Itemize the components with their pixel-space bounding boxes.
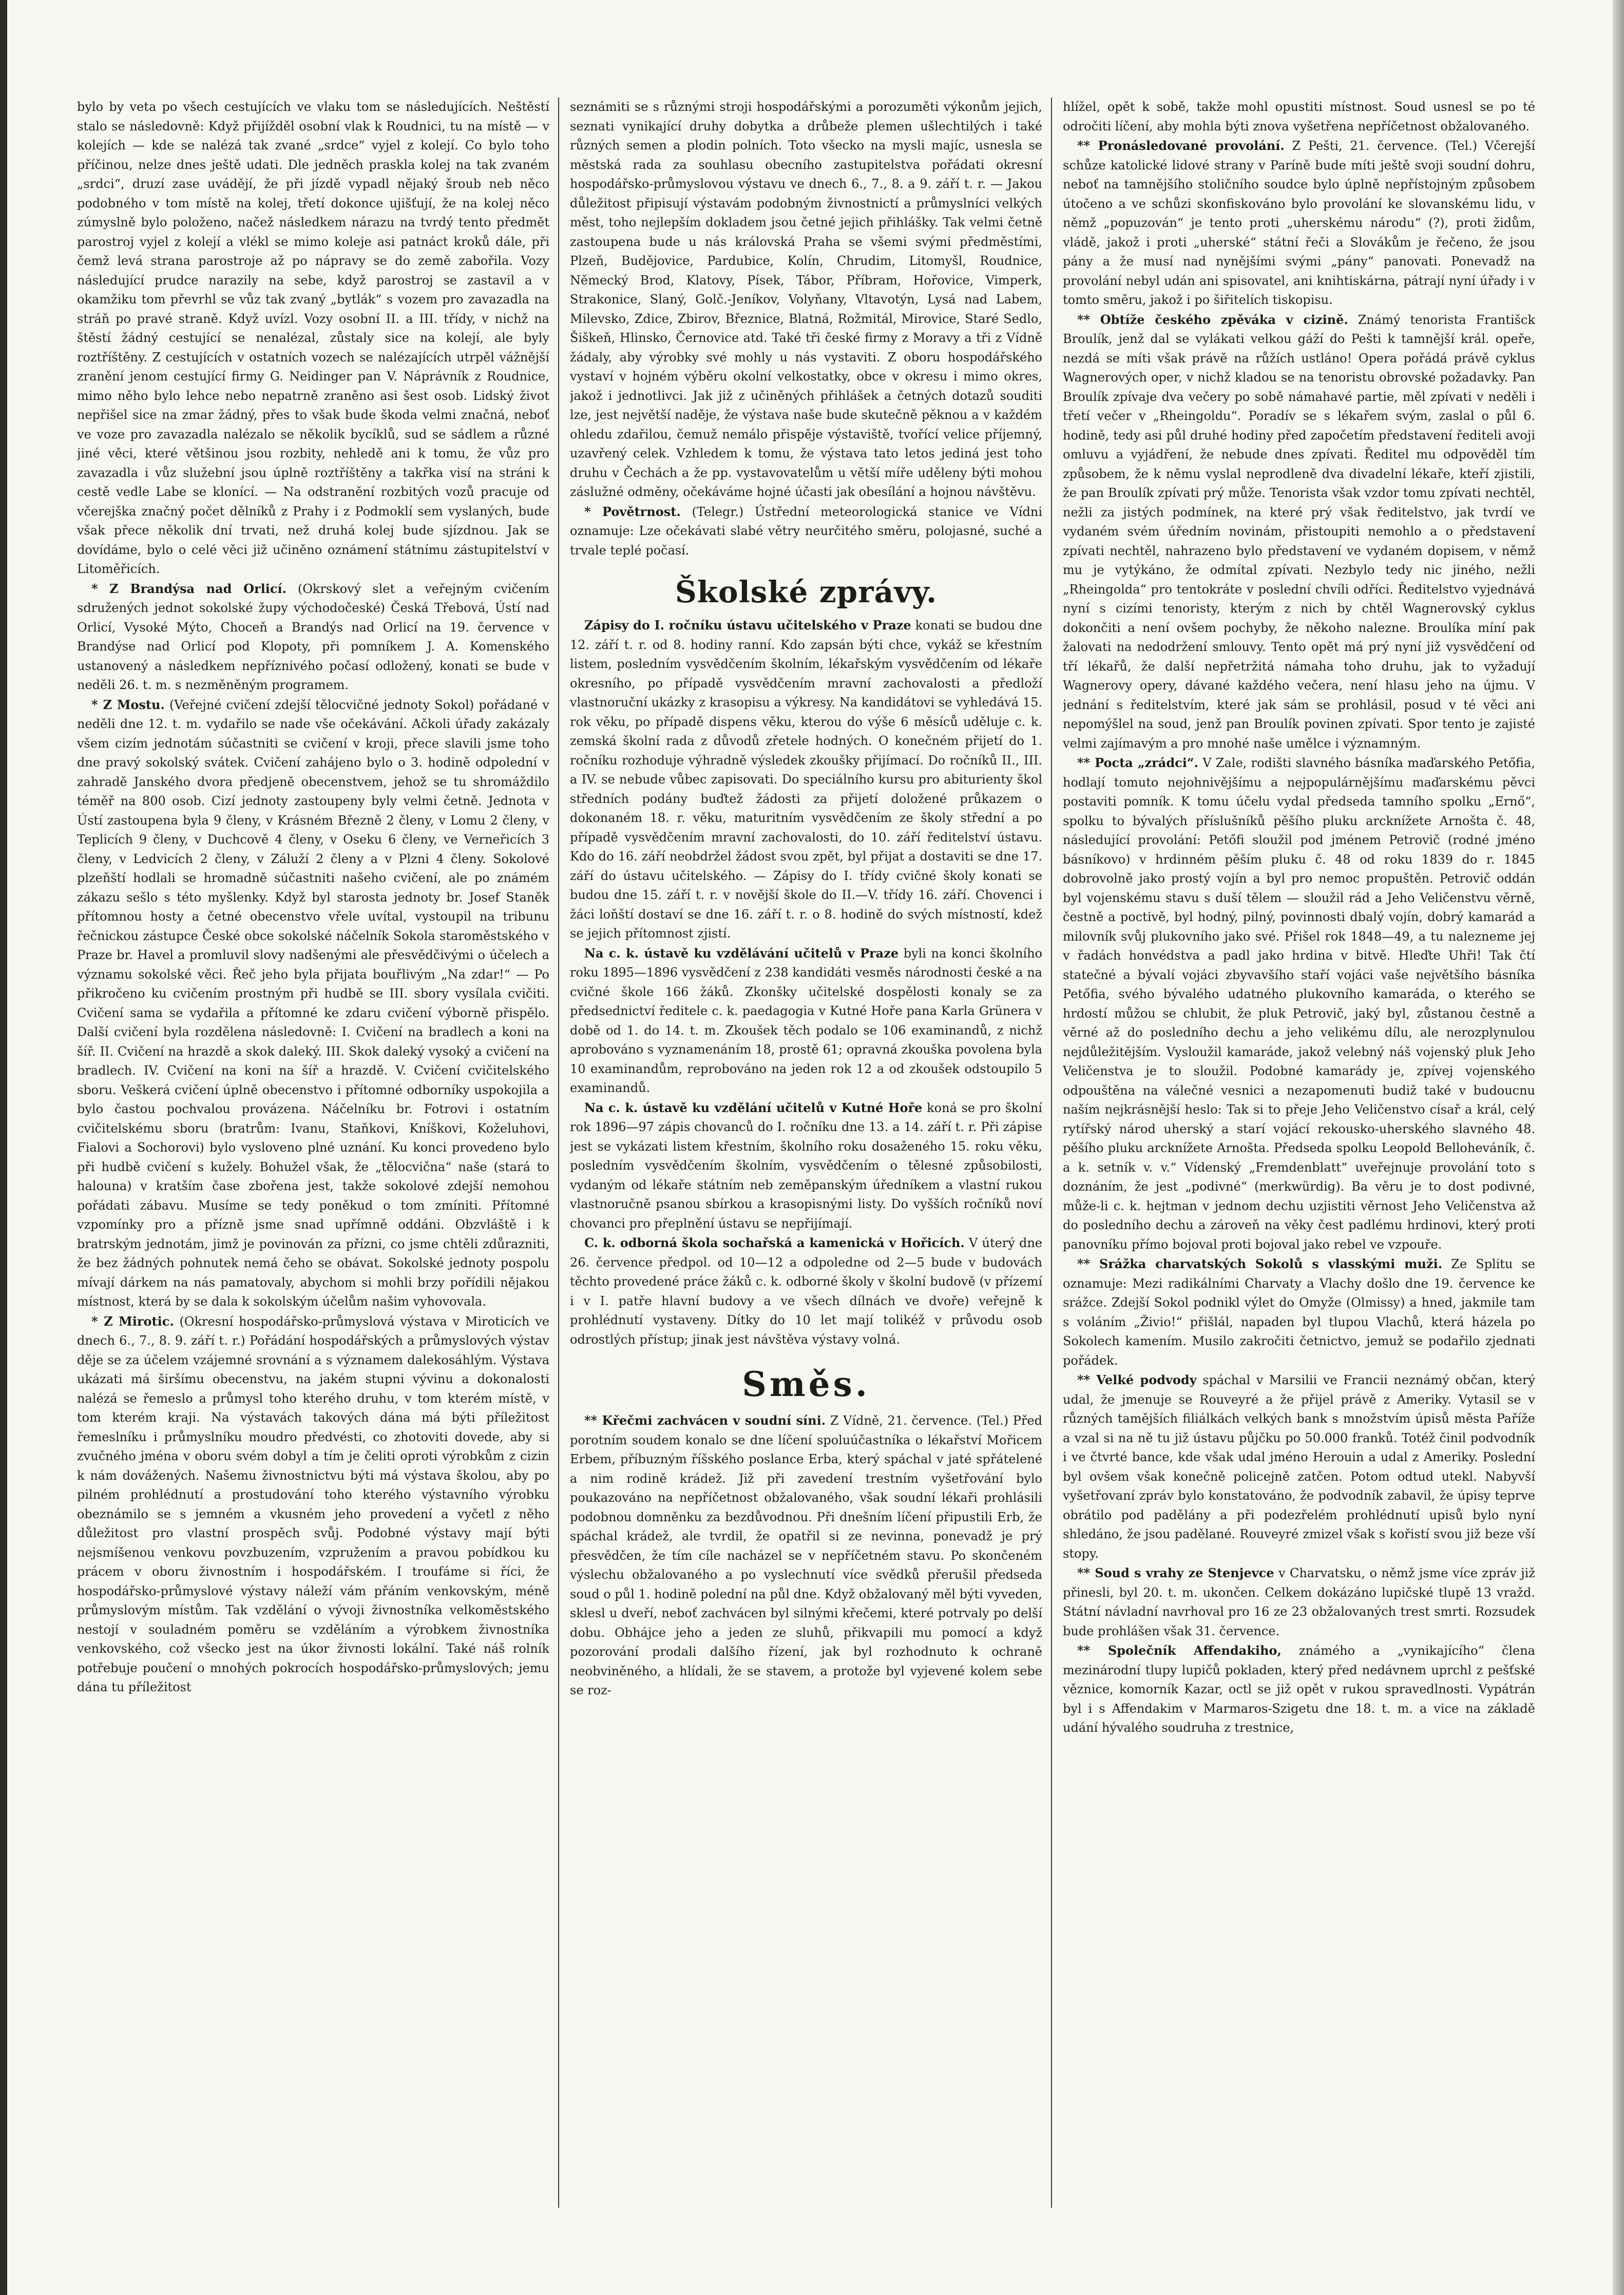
article-headline: ** Obtíže českého zpěváka v cizině. [1077,312,1348,327]
page-edge-left [0,0,7,2295]
article-headline: Na c. k. ústavě ku vzdělání učitelů v Kutné Hoře [584,1100,923,1115]
article-body: (Veřejné cvičení zdejší tělocvičné jednoty Sokol) pořádané v neděli dne 12. t. m. vydařilo se nade vše očekávání. Ačkoli úřady zakázaly všem cizím jednotám súčastniti se cvičení v kroji, přece slavili jsme toho dne pravý sokolský svátek. Cvičení zahájeno bylo o 3. hodině odpolední v zahradě Janského dvora předjeně obecenstvem, jehož se tu shromáždilo téměř na 800 osob. Cizí jednoty zastoupeny byly velmi četně. Jednota v Ústí zastoupena byla 9 členy, v Krásném Březně 2 členy, v Lomu 2 členy, v Teplicích 9 členy, v Duchcově 4 členy, v Oseku 6 členy, ve Verneřicích 3 členy, v Ledvicích 2 členy, v Záluží 2 členy a v Plzni 4 členy. Sokolové plzeňští hodlali se hromadně súčastniti našeho cvičení, ale po známém zákazu sešlo s této myšlenky. Když byl starosta jednoty br. Josef Staněk přítomnou hosty a četné obecenstvo vřele uvítal, vystoupil na tribunu řečnickou zástupce České obce sokolské náčelník Sokola staroměstského v Praze br. Havel a promluvil slovy nadšenými ale přesvědčivými o účelech a významu sokolské věci. Řeč jeho byla přijata bouřlivým „Na zdar!“ — Po přikročeno ku cvičením prostným při hudbě se III. sbory vysílala cvičiti. Cvičení sama se vydařila a přítomné ke zdaru cvičení výborně přispělo. Další cvičení byla rozdělena následovně: I. Cvičení na bradlech a koni na šíř. II. Cvičení na hrazdě a skok daleký. III. Skok daleký vysoký a cvičení na bradlech. IV. Cvičení na koni na šíř a hrazdě. V. Cvičení cvičitelského sboru. Veškerá cvičení úplně obecenstvo i přítomné odborníky uspokojila a bylo častou pochvalou provázena. Náčelníku br. Fotrovi i ostatním cvičitelskému sboru (bratrům: Ivanu, Staňkovi, Kníškovi, Koželuhovi, Fialovi a Sochorovi) bylo vysloveno plné uznání. Ku konci provedeno bylo při hudbě cvičení s kužely. Bohužel však, že „tělocvična“ naše (stará to halouna) v kratším čase zbořena jest, takže sokolové zdejší nemohou pořádati zábavu. Musíme se tedy poněkud o tom zmíniti. Přítomné vzpomínky pro a přízně jsme snad upřímně oddáni. Obzvláště i k bratrským jednotám, jimž je povinován za přízni, co jsme chtěli zdůrazniti, že bez žádných pohnutek nemá čeho se obávat. Sokolské jednoty pospolu mívají dárkem na nás pamatovaly, abychom si mohli brzy pořídili nějakou místnost, která by se dala k sokolským účelům našim vyhovovala. [77,697,549,1309]
article-headline: Na c. k. ústavě ku vzdělávání učitelů v Praze [584,945,899,961]
article-body: V úterý dne 26. července předpol. od 10—12 a odpoledne od 2—5 bude v budovách těchto provedené práce žáků c. k. odborné školy v školní budově (v přízemí i v I. patře hlavní budovy a ve všech dílnách ve dvoře) veřejně k prohlédnutí vystaveny. Dítky do 10 let mají tolikéž v průvodu osob odrostlých přístup; jinak jest návštěva výstavy volná. [570,1236,1042,1347]
section-heading-smes: Směs. [742,1364,870,1404]
article-paragraph [1063,98,1535,136]
article-body: konati se budou dne 12. září t. r. od 8. hodiny ranní. Kdo zapsán býti chce, vykáž se křestním listem, posledním vysvědčením školním, lékařským vysvědčením od lékaře okresního, po případě vysvědčením mravní zachovalosti a předloží vlastnoruční ukázky z krasopisu a výkresy. Na kandidátovi se vyhledává 15. rok věku, po případě dispens věku, kterou do výše 6 měsíců uděluje c. k. zemská školní rada z důvodů zřetele hodných. O konečném přijetí do 1. ročníku rozhoduje výhradně výsledek zkoušky přijímací. Do ročníků II., III. a IV. se nebude vůbec zapisovati. Do speciálního kursu pro abiturienty škol středních podány buďtež žádosti za přijetí doložené průkazem o dokonaném 18. r. věku, maturitním vysvědčením ze školy střední a po případě vysvědčením mravní zachovalosti, do 10. září ředitelství ústavu. Kdo do 16. září neobdržel žádost svou zpět, byl přijat a dostaviti se dne 17. září do ústavu učitelského. — Zápisy do I. třídy cvičné školy konati se budou dne 15. září t. r. v novější škole do II.—V. třídy 16. září. Chovenci i žáci loňští dostaví se dne 16. září t. r. o 8. hodině do svých místností, kdež se jejich přítomnost zjistí. [570,618,1042,941]
column-2 [570,98,1042,2208]
article-paragraph [570,944,1042,1098]
article-body: seznámiti se s různými stroji hospodářskými a porozuměti výkonům jejich, seznati vynikající druhy dobytka a drůbeže plemen ušlechtilých i také různých semen a plodin polních. Toto všecko na mysli majíc, usnesla se městská rada za souhlasu obecního zastupitelstva pořádati okresní hospodářsko-průmyslovou výstavu ve dnech 6., 7., 8. a 9. září t. r. — Jakou důležitost připisují výstavám podobným živnostnictí a průmyslníci velkých měst, toho nejlepším dokladem jsou četné jejich přihlášky. Tak velmi četně zastoupena bude u nás královská Praha se všemi svými předměstími, Plzeň, Budějovice, Pardubice, Kolín, Chrudim, Litomyšl, Roudnice, Německý Brod, Klatovy, Písek, Tábor, Příbram, Hořovice, Vimperk, Strakonice, Slaný, Golč.-Jeníkov, Volyňany, Vltavotýn, Lysá nad Labem, Milevsko, Zdice, Zbirov, Březnice, Blatná, Rožmitál, Mirovice, Staré Sedlo, Šiškeň, Hlinsko, Černovice atd. Také tři české firmy z Moravy a tři z Vídně žádaly, aby výrobky své mohly u nás vystaviti. Z oboru hospodářského vystaví v hojném výběru okolní velkostatky, obce v okresu i mimo okres, jakož i jednotlivci. Jak již z učiněných přihlášek a četných dotazů souditi lze, jest největší naděje, že výstava naše bude skutečně pěknou a v každém ohledu zdařilou, čemuž nemálo přispěje výstaviště, tvořící velice příjemný, uzavřený celek. Vzhledem k tomu, že výstava tato letos jediná jest toho druhu v Čechách a že pp. vystavovatelům u větší míře uděleny býti mohou záslužné odměny, očekáváme hojné účasti jak obesílání a hojnou návštěvu. [570,100,1042,499]
article-body: v Charvatsku, o němž jsme více zpráv již přinesli, byl 20. t. m. ukončen. Celkem dokázáno lupičské tlupě 13 vražd. Státní návladní navrhoval pro 16 ze 23 obžalovaných trest smrti. Rozsudek bude prohlášen však 31. července. [1063,1566,1535,1638]
article-body: Známý tenorista Františck Broulík, jenž dal se vylákati velkou gáží do Pešti k tamnější král. opeře, nezdá se míti však právě na růžích ustláno! Opera pořádá právě cyklus Wagnerových oper, v nichž kladou se na tenoristu obrovské požadavky. Pan Broulík zpívaje dva večery po sobě námahavé partie, měl zpívati v neděli i třetí večer v „Rheingoldu“. Poradív se s lékařem svým, zaslal o půl 6. hodině, tedy asi půl druhé hodiny před započetím představení řediteli avoji omluvu a vyjádření, že nebude dnes zpívati. Ředitel mu odpověděl tím způsobem, že k němu vyslal neprodleně dva divadelní lékaře, kteří zjistili, že pan Broulík zpívati prý může. Tenorista však vzdor tomu zpívati nechtěl, nežli za jistých podmínek, na které prý však ředitelstvo, jak tvrdí ve vydaném svém úředním novinám, přistoupiti nemohlo a o představení zpívati nechtěl, nahrazeno bylo představení ve vydaném dopisem, v němž mu je vytýkáno, že odmítal zpívati. Nezbylo tedy nic jiného, nežli „Rheingolda“ pro tentokráte v poslední chvíli odříci. Ředitelstvo vyjednává nyní s cizími tenoristy, kterým z nich by chtěl Wagnerovský cyklus dokončiti a není ovšem pochyby, že někoho nalezne. Broulíka míní pak žalovati na nedodržení smlouvy. Tento opět má prý nyní již vysvědčení od tří lékařů, že další nepřetržitá námaha toho druhu, jak to vyžadují Wagnerovy opery, dávané každého večera, není hlasu jeho na újmu. V jednání s ředitelstvím, které jak sám se prohlásil, posud v té věci ani nepomýšlel na soud, jenž pan Broulík povinen zpívati. Spor tento je zajisté velmi zajímavým a pro mnohé naše umělce i významným. [1063,312,1535,751]
column-rule [1051,98,1052,2208]
article-paragraph [1063,1370,1535,1563]
article-headline: ** Pronásledované provolání. [1077,138,1285,153]
article-headline: * Z Mostu. [91,697,165,712]
article-body: Z Vídně, 21. července. (Tel.) Před porotním soudem konalo se dne líčení spoluúčastníka o lékařství Mořicem Erbem, příbuzným říšského poslance Erba, který spáchal v jaté spřátelené a nim rodině krádež. Již při zavedení trestním vyšetřování bylo poukazováno na nepříčetnost obžalovaného, však soudní lékaři prohlásili podobnou domněnku za bezdůvodnou. Při dnešním líčení připustili Erb, že spáchal krádež, ale tvrdil, že opatřil si ze nevinna, ponevadž je prý přesvědčen, že tím cíle nacházel se v nepříčetném stavu. Po skončeném výslechu obžalovaného a po vyslechnutí více svědků přerušil předseda soud o půl 1. hodině polední na půl dne. Když obžalovaný měl býti vyveden, sklesl u dveří, neboť zachvácen byl silnými křečemi, které potrvaly po delší dobu. Obhájce jeho a jeden ze sluhů, přikvapili mu pomocí a když pozorování prodali dalšího řízení, jak byl rozhodnuto k ochraně neobviněného, a hlídali, že se stavem, a protože byl vyjevené kolem sebe se roz- [570,1413,1042,1697]
article-paragraph [570,616,1042,944]
article-headline: * Z Mirotic. [91,1313,174,1329]
article-body: V Zale, rodišti slavného básníka maďarského Petőfia, hodlají tomuto nejohnivějšímu a nejpopulárnějšímu maďarskému pěvci postaviti pomník. K tomu účelu vydal předseda tamního spolku „Ernő“, spolku to bývalých příslušníků pěšího pluku arcknížete Arnošta č. 48, následující provolání: Petőfi sloužil pod jménem Petrovič (rodné jméno básníkovo) v hrdinném pěším pluku č. 48 od roku 1839 do r. 1845 dobrovolně jako prostý vojín a byl pro nemoc propuštěn. Petrovič oddán byl vojenskému stavu s duší tělem — sloužil rád a Jeho Veličenstvu věrně, čestně a poctivě, byl hodný, pilný, povinnosti dbalý vojín, dobrý kamarád a milovník svůj plukovního jako své. Přišel rok 1848—49, a tu nalezneme jej v řadách honvédstva a padl jako hrdina v bitvě. Hleďte Uhři! Tak čtí statečné a bývalí vojáci zbyvavšího staří vojáci vaše největšího básníka Petőfia, svého bývalého udatného plukovního kamaráda, o kterého se hrdostí můžou se chlubit, že pluk Petrovič, jaký byl, zůstanou čestně a věrné až do posledního dechu a jeho velikému dílu, ale nerozplynulou nejdůležitějším. Vysloužil kamaráde, jakož velebný náš vojenský pluk Jeho Veličenstva je to sloužil. Podobné kamarády je, zpívej vojenského odpouštěna na válečné vesnici a nezapomenuti budiž také v budoucnu naším nejkrásnější heslo: Tak si to přeje Jeho Veličenstvo císař a král, celý rytířský národ uherský a starí vojácí rekousko-uherského slavného 48. pěšího pluku arcknížete Arnošta. Předseda spolku Leopold Belloheváník, č. a k. setník v. v.“ Vídenský „Fremdenblatt“ uveřejnuje provolání toto s doznáním, že jest „podivné“ (merkwürdig). Ba věru je to dost podivné, může-li c. k. hejtman v jednom dechu uzjistiti věrnost Jeho Veličenstva až do posledního dechu a zároveň na věky čest padlému hrdinovi, který proti panovníku přímo bojoval proti bojoval jako rebel ve vzpouře. [1063,756,1535,1252]
article-paragraph [77,1312,549,1697]
page-edge-right [1613,0,1624,2295]
article-body: hlížel, opět k sobě, takže mohl opustiti místnost. Soud usnesl se po té odročiti líčení, aby mohla býti znova vyšetřena nepříčetnost obžalovaného. [1063,100,1535,133]
newspaper-page [77,98,1556,2213]
article-body: byli na konci školního roku 1895—1896 vysvědčení z 238 kandidáti vesměs národnosti české a na cvičné škole 166 žáků. Zkonšky učitelské dospělosti konaly se za předsednictví ředitele c. k. paedagogia v Kutné Hoře pana Karla Grünera v době od 1. do 14. t. m. Zkoušek těch podalo se 106 examinandů, z nichž aprobováno s vyznamenáním 18, prostě 61; opravná zkouška povolena byla 10 examinandům, reprobováno na jeden rok 12 a od zkoušek odstoupilo 5 examinandů. [570,946,1042,1095]
article-paragraph [570,98,1042,502]
article-body: Ze Splitu se oznamuje: Mezi radikálními Charvaty a Vlachy došlo dne 19. července ke srážce. Zdejší Sokol podnikl výlet do Omyže (Olmissy) a hned, jakmile tam s voláním „Živio!“ přišlál, napaden byl tlupou Vlachů, která házela po Sokolech kamením. Musilo zakročiti četnictvo, jemuž se podařilo zjednati pořádek. [1063,1257,1535,1368]
article-paragraph [570,502,1042,561]
column-1 [77,98,549,2208]
article-headline: * Povětrnost. [584,504,681,519]
article-paragraph [77,695,549,1312]
article-paragraph [570,1098,1042,1234]
article-paragraph [1063,1641,1535,1738]
article-headline: Zápisy do I. ročníku ústavu učitelského v Praze [584,618,911,633]
column-rule [558,98,559,2208]
article-body: spáchal v Marsilii ve Francii neznámý občan, který udal, že jmenuje se Rouveyré a že přijel právě z Ameriky. Vytasil se v různých tamějších filiálkách velkých bank s množstvím úpisů města Paříže a vzal si na ně tu již ústavu půjčku po 50.000 franků. Totéž činil podvodník i ve čtvrté bance, kde však udal jméno Herouin a udal z Ameriky. Poslední byl ovšem však konečně policejně zatčen. Potom odtud utekl. Nabyvší vyšetřovaní zpráv bylo konstatováno, že podvodník zabavil, že úpisy teprve obrátilo pod padělány a při podezřelém prohlédnutí upisů bylo nyní shledáno, že jsou padělané. Rouveyré zmizel však s kořistí svou již beze vší stopy. [1063,1373,1535,1561]
article-paragraph [570,1233,1042,1349]
article-headline: ** Soud s vrahy ze Stenjevce [1077,1565,1274,1580]
article-paragraph [1063,753,1535,1254]
article-body: (Okrskový slet a veřejným cvičením sdružených jednot sokolské župy východočeské) Česká Třebová, Ústí nad Orlicí, Vysoké Mýto, Choceň a Brandýs nad Orlicí na 19. července v Brandýse nad Orlicí pod Klopoty, při pomníkem J. A. Komenského ustanovený a následkem nepříznivého počasí odložený, konati se bude v neděli 26. t. m. s nezměněným programem. [77,581,549,692]
article-paragraph [1063,1254,1535,1370]
article-headline: ** Velké podvody [1077,1372,1197,1387]
article-headline: * Z Brandýsa nad Orlicí. [91,581,286,596]
column-3 [1063,98,1535,2208]
article-headline: ** Společník Affendakiho, [1077,1643,1282,1658]
article-headline: ** Pocta „zrádci“. [1077,755,1198,770]
article-body: (Okresní hospodářsko-průmyslová výstava v Miroticích ve dnech 6., 7., 8. 9. září t. r.) Pořádání hospodářských a průmyslových výstav děje se za účelem vzájemné srovnání a s významem dalekosáhlým. Výstava ukázati má širšímu obecenstvu, na jakém stupni vývinu a dokonalosti nalézá se řemeslo a průmysl toho kterého druhu, v tom kterém místě, v tom kterém kraji. Na výstavách takových dána má býti příležitost řemeslníku i průmyslníku moudro předvésti, co zhotoviti dovede, aby si zvučného jména v oboru svém dobyl a tím je čeliti oproti výrobkům z cizin k nám dovážených. Našemu živnostnictvu býti má výstava školou, aby po pilném prohlédnutí a prostudování toho kterého výstavního výrobku obeznámilo se s jemném a vkusném jeho provedení a vyčetl z něho důležitost pro vlastní prospěch svůj. Podobné výstavy mají býti nejsmíšenou venkovu povzbuzením, vzpružením a pravou pobídkou ku prácem v oboru živnostním i hospodářském. I troufáme si říci, že hospodářsko-průmyslové výstavy náleží vám přáním venkovským, méně průmyslovým místům. Tak vzdělání o vývoji živnostníka velkoměstského nestojí v souladném poměru se vzděláním a výrobkem živnostníka venkovského, což všecko jest na úkor živnosti lokální. Také náš rolník potřebuje poučení o mnohých pokrocích hospodářsko-průmyslových; jemu dána tu příležitost [77,1314,549,1694]
article-paragraph [1063,1563,1535,1641]
article-body: (Telegr.) Ústřední meteorologická stanice ve Vídni oznamuje: Lze očekávati slabé větry neurčitého směru, polojasné, suché a trvale teplé počasí. [570,504,1042,558]
article-body: koná se pro školní rok 1896—97 zápis chovanců do I. ročníku dne 13. a 14. září t. r. Při zápise jest se vykázati listem křestním, školního roku dosaženého 15. roku věku, posledním vysvědčením školním, vysvědčením o tělesné způsobilosti, vydaným od lékaře státním neb zeměpanským úředníkem a vlastní rukou vlastnoručně psanou sbírkou a krasopisnými listy. Do vyšších ročníků noví chovanci pro přeplnění ústavu se nepřijímají. [570,1100,1042,1231]
article-paragraph [77,98,549,579]
article-headline: ** Srážka charvatských Sokolů s vlasskými muži. [1077,1256,1443,1271]
section-heading: Školské zprávy. [675,575,938,609]
article-body: bylo by veta po všech cestujících ve vlaku tom se následujících. Neštěstí stalo se následovně: Když přijížděl osobní vlak k Roudnici, tu na místě — v kolejích — kde se nalézá tak zvané „srdce“ vyjel z kolejí. Co bylo toho příčinou, nelze dnes ještě udati. Dle jedněch praskla kolej na tak zvaném „srdci“, druzí zase uvádějí, že při jízdě vypadl nějaký šroub neb něco podobného v tom místě na kolej, třetí dokonce ujišťují, že na kolej něco zúmyslně bylo položeno, načež následkem nárazu na tvrdý tento předmět parostroj vyjel z kolejí a vlékl se mimo koleje asi patnáct kroků dále, při čemž levá strana parostroje až po nápravy se do země zabořila. Vozy následující prudce narazily na sebe, když parostroj se zastavil a v okamžiku tom převrhl se vůz tak zvaný „bytlák“ s vozem pro zavazadla na stráň po pravé straně. Když uvízl. Vozy osobní II. a III. třídy, v nichž na štěstí žádný cestující se nenalézal, zůstaly sice na kolejí, ale byly roztříštěny. Z cestujících v ostatních vozech se nalézajících utrpěl vážnější zranění jenom cestující firmy G. Neidinger pan V. Náprávník z Roudnice, mimo něho bylo lehce nebo nepatrně zraněno asi šest osob. Lidský život nepřišel sice na zmar žádný, přes to však bude škoda velmi značná, neboť ve voze pro zavazadla nalézalo se několik bycíklů, sud se sádlem a různé jiné věci, které většinou jsou rozbity, nehledě ani k tomu, že vůz pro zavazadla i vůz služební jsou úplně roztříštěny a takřka visí na stráni k cestě vedle Labe se klonící. — Na odstranění rozbitých vozů pracuje od včerejška značný počet dělníků z Prahy i z Podmoklí sem vyslaných, bude však přece několik dní trvati, než druhá kolej bude sjízdnou. Jak se dovídáme, bylo o celé věci již učiněno oznámení státnímu zástupitelství v Litoměřicích. [77,100,549,576]
article-paragraph [77,579,549,695]
article-body: Z Pešti, 21. července. (Tel.) Včerejší schůze katolické lidové strany v Paríně bude míti ještě svoji soudní dohru, neboť na tamnějšího stoličního soudce bylo úplně nepřístojným způsobem útočeno a ve schůzi skonfiskováno bylo provolání ke slovanskému lidu, v němž „popuzován“ je tento proti „uherskému národu“ (?), proti židům, vládě, jakož i proti „uherské“ státní řeči a Slovákům je řečeno, že jsou pány a že musí nad nynějšími svými „pány“ panovati. Ponevadž na provolání nebyl udán ani spisovatel, ani knihtiskárna, pátrají nyní úřady i v tomto směru, jakož i po šiřitelích tiskopisu. [1063,139,1535,307]
article-paragraph [570,1411,1042,1700]
article-paragraph [1063,136,1535,310]
article-body: známého a „vynikajícího“ člena mezinárodní tlupy lupičů pokladen, který před nedávnem uprchl z pešťské věznice, komorník Kazar, octl se již opět v rukou spravedlnosti. Vypátrán byl i s Affendakim v Marmaros-Szigetu dne 18. t. m. a vice na základě udání hývalého soudruha z trestnice, [1063,1643,1535,1735]
article-headline: ** Křečmi zachvácen v soudní síni. [584,1413,826,1428]
article-paragraph [1063,310,1535,754]
article-headline: C. k. odborná škola sochařská a kamenická v Hořicích. [584,1235,965,1250]
